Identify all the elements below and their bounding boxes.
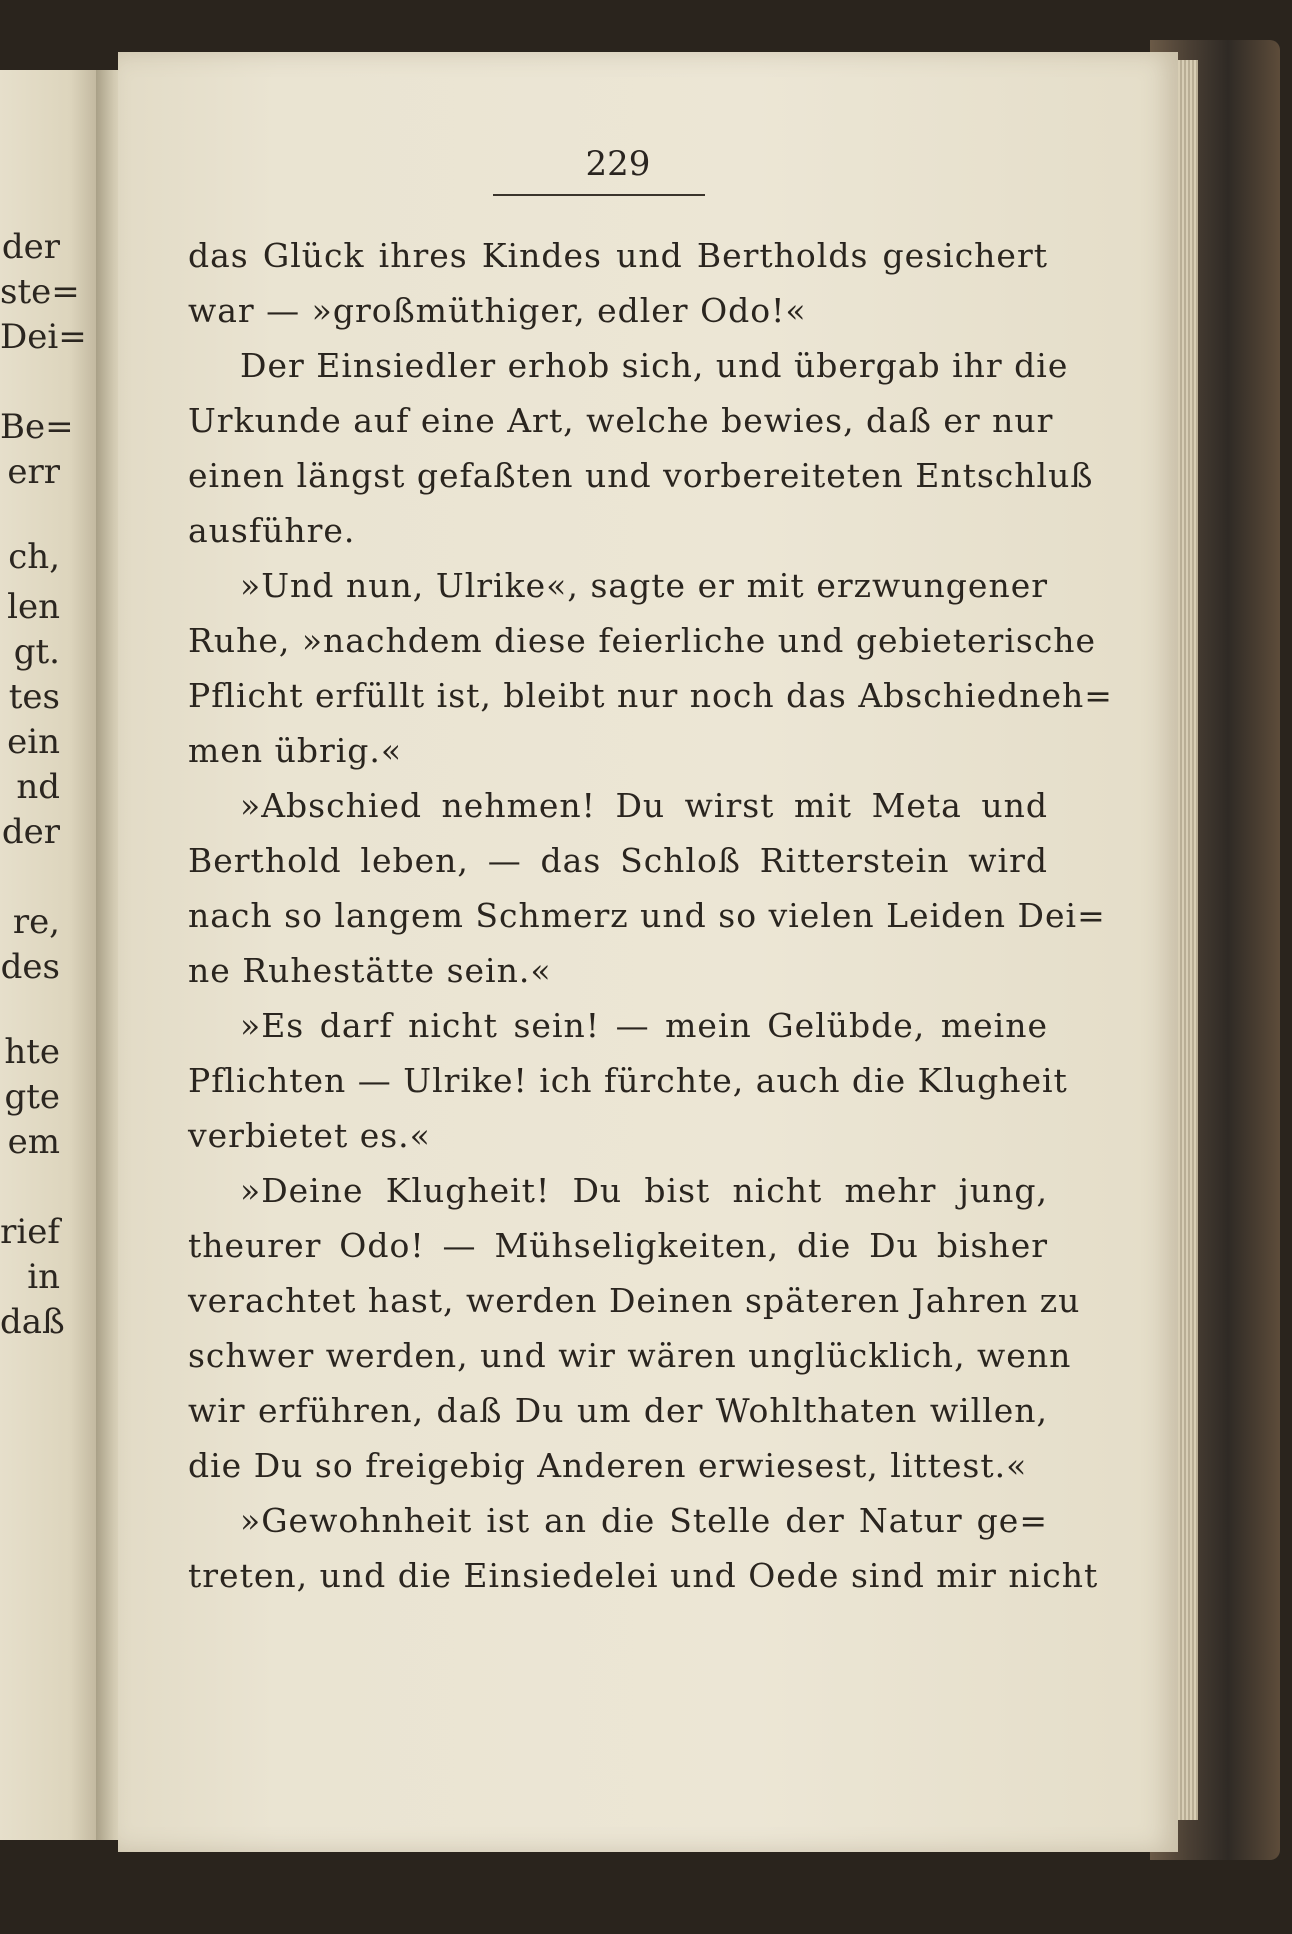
left-page-fragment: re, xyxy=(12,902,60,942)
left-page-fragment: daß xyxy=(0,1302,65,1342)
left-page-fragment: Be= xyxy=(0,407,74,447)
left-page-fragment: rief xyxy=(0,1212,60,1252)
left-page-fragment: gte xyxy=(4,1077,60,1117)
left-page-fragment: in xyxy=(27,1257,60,1297)
left-page-fragment: der xyxy=(1,227,60,267)
text-line: Berthold leben, — das Schloß Ritterstein wird xyxy=(188,841,1048,880)
text-line: »Und nun, Ulrike«, sagte er mit erzwungener xyxy=(240,566,1048,605)
text-line: ausführe. xyxy=(188,511,356,550)
left-page-fragment: len xyxy=(7,587,60,627)
text-line: einen längst gefaßten und vorbereiteten Entschluß xyxy=(188,456,1094,495)
left-page-fragment: hte xyxy=(4,1032,60,1072)
left-page-fragment: gt. xyxy=(13,632,60,672)
text-line: treten, und die Einsiedelei und Oede sind mir nicht xyxy=(188,1556,1099,1595)
left-page-fragment: des xyxy=(0,947,60,987)
left-page-fragment: Dei= xyxy=(0,317,87,357)
text-line: nach so langem Schmerz und so vielen Leiden Dei= xyxy=(188,896,1106,935)
text-line: theurer Odo! — Mühseligkeiten, die Du bisher xyxy=(188,1226,1048,1265)
text-line: Der Einsiedler erhob sich, und übergab ihr die xyxy=(240,346,1069,385)
right-page xyxy=(118,52,1178,1852)
left-page-fragment: em xyxy=(7,1122,60,1162)
text-line: Pflichten — Ulrike! ich fürchte, auch die Klugheit xyxy=(188,1061,1068,1100)
left-page xyxy=(0,70,100,1840)
left-page-fragment: ein xyxy=(7,722,60,762)
text-line: war — »großmüthiger, edler Odo!« xyxy=(188,291,807,330)
text-line: »Abschied nehmen! Du wirst mit Meta und xyxy=(240,786,1048,825)
text-line: men übrig.« xyxy=(188,731,403,770)
header-rule xyxy=(493,194,705,196)
text-line: »Es darf nicht sein! — mein Gelübde, meine xyxy=(240,1006,1048,1045)
left-page-fragment: ste= xyxy=(0,272,80,312)
text-line: »Gewohnheit ist an die Stelle der Natur ge= xyxy=(240,1501,1048,1540)
text-line: verachtet hast, werden Deinen späteren Jahren zu xyxy=(188,1281,1081,1320)
text-line: wir erführen, daß Du um der Wohlthaten willen, xyxy=(188,1391,1048,1430)
left-page-fragment: tes xyxy=(8,677,60,717)
text-line: Pflicht erfüllt ist, bleibt nur noch das Abschiedneh= xyxy=(188,676,1113,715)
left-page-fragment: err xyxy=(7,452,60,492)
text-line: schwer werden, und wir wären unglücklich, wenn xyxy=(188,1336,1072,1375)
left-page-fragment: ch, xyxy=(8,537,60,577)
text-line: Ruhe, »nachdem diese feierliche und gebieterische xyxy=(188,621,1097,660)
left-page-fragment: der xyxy=(1,812,60,852)
text-line: ne Ruhestätte sein.« xyxy=(188,951,552,990)
left-page-fragment: nd xyxy=(16,767,60,807)
page-number: 229 xyxy=(585,144,651,184)
text-line: die Du so freigebig Anderen erwiesest, littest.« xyxy=(188,1446,1028,1485)
text-line: verbietet es.« xyxy=(188,1116,431,1155)
text-line: Urkunde auf eine Art, welche bewies, daß er nur xyxy=(188,401,1054,440)
body-text xyxy=(188,228,1113,1603)
text-line: das Glück ihres Kindes und Bertholds gesichert xyxy=(188,236,1048,275)
text-line: »Deine Klugheit! Du bist nicht mehr jung, xyxy=(240,1171,1048,1210)
